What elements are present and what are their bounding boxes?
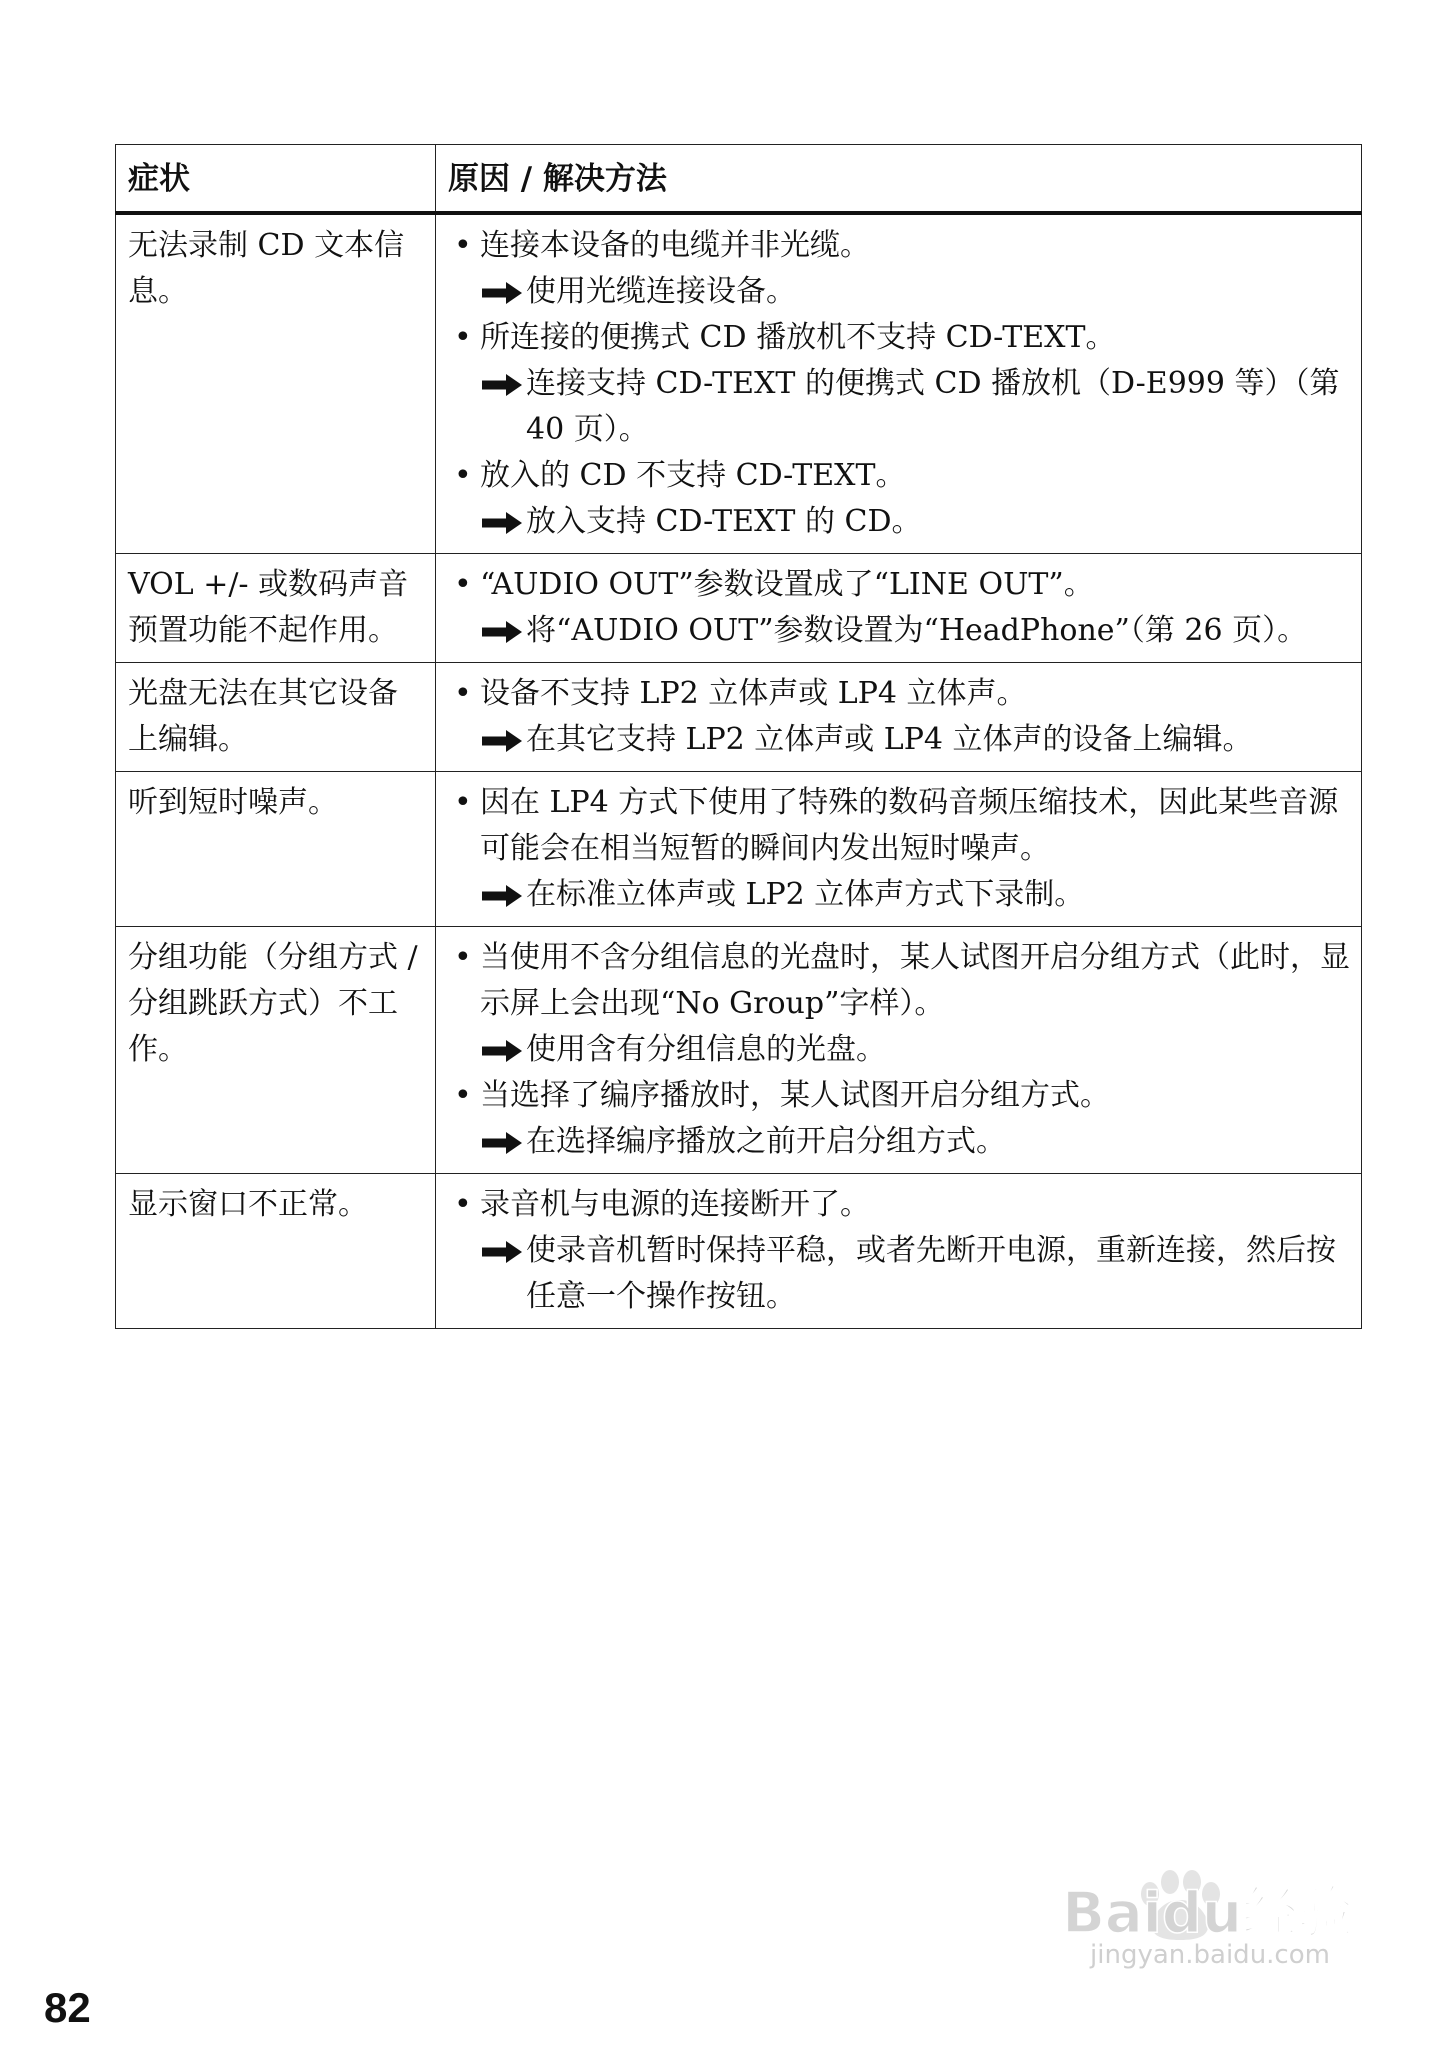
symptom-column-header: 症状 xyxy=(116,145,436,214)
arrow-right-icon xyxy=(482,621,522,643)
remedy-text: 使用光缆连接设备。 xyxy=(526,274,796,309)
remedy-text: 在选择编序播放之前开启分组方式。 xyxy=(526,1124,1006,1159)
remedy-item xyxy=(448,361,1353,453)
symptom-cell: VOL +/- 或数码声音预置功能不起作用。 xyxy=(116,554,436,663)
table-row xyxy=(116,1174,1362,1329)
watermark-logo-text: Baidu经验 xyxy=(1062,1881,1354,1942)
table-header-row xyxy=(116,145,1362,214)
page-number: 82 xyxy=(44,1984,91,2031)
arrow-right-icon xyxy=(482,282,522,304)
remedy-item xyxy=(448,499,1353,545)
symptom-cell: 显示窗口不正常。 xyxy=(116,1174,436,1329)
cause-item: • 连接本设备的电缆并非光缆。 xyxy=(448,223,1353,269)
remedy-text: 连接支持 CD-TEXT 的便携式 CD 播放机（D-E999 等）（第 40 页）。 xyxy=(526,366,1340,447)
watermark-url: jingyan.baidu.com xyxy=(1090,1940,1330,1970)
symptom-cell: 无法录制 CD 文本信息。 xyxy=(116,213,436,554)
arrow-right-icon xyxy=(482,1132,522,1154)
remedy-item xyxy=(448,872,1353,918)
cause-item: • 放入的 CD 不支持 CD-TEXT。 xyxy=(448,453,1353,499)
solution-column-header: 原因 / 解决方法 xyxy=(436,145,1362,214)
remedy-item xyxy=(448,269,1353,315)
symptom-cell: 分组功能（分组方式 / 分组跳跃方式）不工作。 xyxy=(116,927,436,1174)
solution-cell xyxy=(436,213,1362,554)
table-row xyxy=(116,772,1362,927)
cause-item: • 当选择了编序播放时，某人试图开启分组方式。 xyxy=(448,1073,1353,1119)
arrow-right-icon xyxy=(482,1040,522,1062)
remedy-item xyxy=(448,608,1353,654)
remedy-text: 将“AUDIO OUT”参数设置为“HeadPhone”（第 26 页）。 xyxy=(526,613,1308,648)
solution-cell xyxy=(436,554,1362,663)
remedy-item xyxy=(448,717,1353,763)
solution-cell xyxy=(436,1174,1362,1329)
remedy-text: 放入支持 CD-TEXT 的 CD。 xyxy=(526,504,922,539)
cause-item: • 录音机与电源的连接断开了。 xyxy=(448,1182,1353,1228)
arrow-right-icon xyxy=(482,1241,522,1263)
remedy-item xyxy=(448,1027,1353,1073)
symptom-cell: 听到短时噪声。 xyxy=(116,772,436,927)
baidu-jingyan-watermark-logo xyxy=(1038,1852,1378,1942)
arrow-right-icon xyxy=(482,374,522,396)
cause-item: • 设备不支持 LP2 立体声或 LP4 立体声。 xyxy=(448,671,1353,717)
remedy-text: 在标准立体声或 LP2 立体声方式下录制。 xyxy=(526,877,1085,912)
table-row xyxy=(116,554,1362,663)
remedy-item xyxy=(448,1119,1353,1165)
arrow-right-icon xyxy=(482,885,522,907)
cause-item: • 所连接的便携式 CD 播放机不支持 CD-TEXT。 xyxy=(448,315,1353,361)
solution-cell xyxy=(436,663,1362,772)
cause-item: • “AUDIO OUT”参数设置成了“LINE OUT”。 xyxy=(448,562,1353,608)
remedy-text: 使用含有分组信息的光盘。 xyxy=(526,1032,886,1067)
arrow-right-icon xyxy=(482,730,522,752)
table-row xyxy=(116,663,1362,772)
arrow-right-icon xyxy=(482,512,522,534)
table-row xyxy=(116,927,1362,1174)
solution-cell xyxy=(436,772,1362,927)
solution-cell xyxy=(436,927,1362,1174)
remedy-text: 使录音机暂时保持平稳，或者先断开电源，重新连接，然后按任意一个操作按钮。 xyxy=(526,1233,1336,1314)
remedy-item xyxy=(448,1228,1353,1320)
remedy-text: 在其它支持 LP2 立体声或 LP4 立体声的设备上编辑。 xyxy=(526,722,1253,757)
troubleshooting-table xyxy=(115,144,1362,1329)
cause-item: • 因在 LP4 方式下使用了特殊的数码音频压缩技术，因此某些音源可能会在相当短暂的瞬间内发出短时噪声。 xyxy=(448,780,1353,872)
table-row xyxy=(116,213,1362,554)
cause-item: • 当使用不含分组信息的光盘时，某人试图开启分组方式（此时，显示屏上会出现“No Group”字样）。 xyxy=(448,935,1353,1027)
symptom-cell: 光盘无法在其它设备上编辑。 xyxy=(116,663,436,772)
